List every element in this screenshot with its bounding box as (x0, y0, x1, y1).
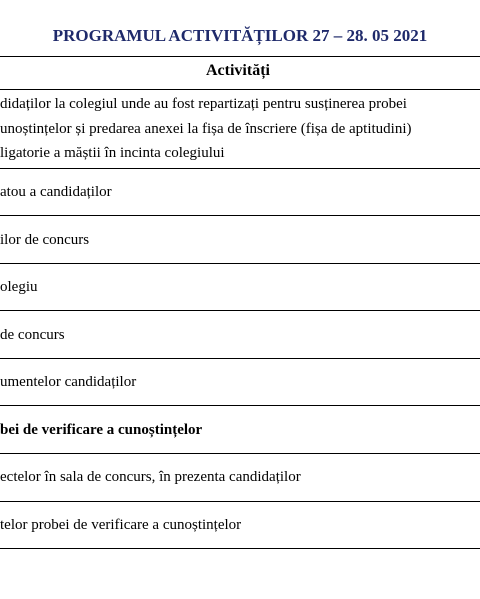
table-rule-row-7 (0, 453, 480, 454)
table-rule-row-1 (0, 168, 480, 169)
row-text-line: umentelor candidaților (0, 374, 137, 390)
table-rule-top (0, 56, 480, 57)
column-header: Activități (206, 62, 270, 79)
row-text-line: de concurs (0, 327, 65, 343)
table-rule-row-4 (0, 310, 480, 311)
table-rule-row-6 (0, 405, 480, 406)
table-rule-row-5 (0, 358, 480, 359)
row-text-line: ilor de concurs (0, 232, 90, 248)
row-text-line: telor probei de verificare a cunoștințelor (0, 517, 242, 533)
row-text-line: ligatorie a măștii în incinta colegiului (0, 145, 225, 161)
table-rule-row-3 (0, 263, 480, 264)
row-text-line: bei de verificare a cunoștințelor (0, 422, 203, 438)
table-rule-row-2 (0, 215, 480, 216)
row-text-line: olegiu (0, 279, 38, 295)
table-rule-bottom (0, 548, 480, 549)
page-title: PROGRAMUL ACTIVITĂȚILOR 27 – 28. 05 2021 (52, 26, 428, 45)
row-text-line: didaților la colegiul unde au fost repartizați pentru susținerea probei (0, 96, 407, 112)
row-text-line: unoștințelor și predarea anexei la fișa de înscriere (fișa de aptitudini) (0, 121, 412, 137)
row-text-line: atou a candidaților (0, 184, 112, 200)
table-rule-header-bottom (0, 89, 480, 90)
row-text-line: ectelor în sala de concurs, în prezenta candidaților (0, 469, 301, 485)
table-rule-row-8 (0, 501, 480, 502)
